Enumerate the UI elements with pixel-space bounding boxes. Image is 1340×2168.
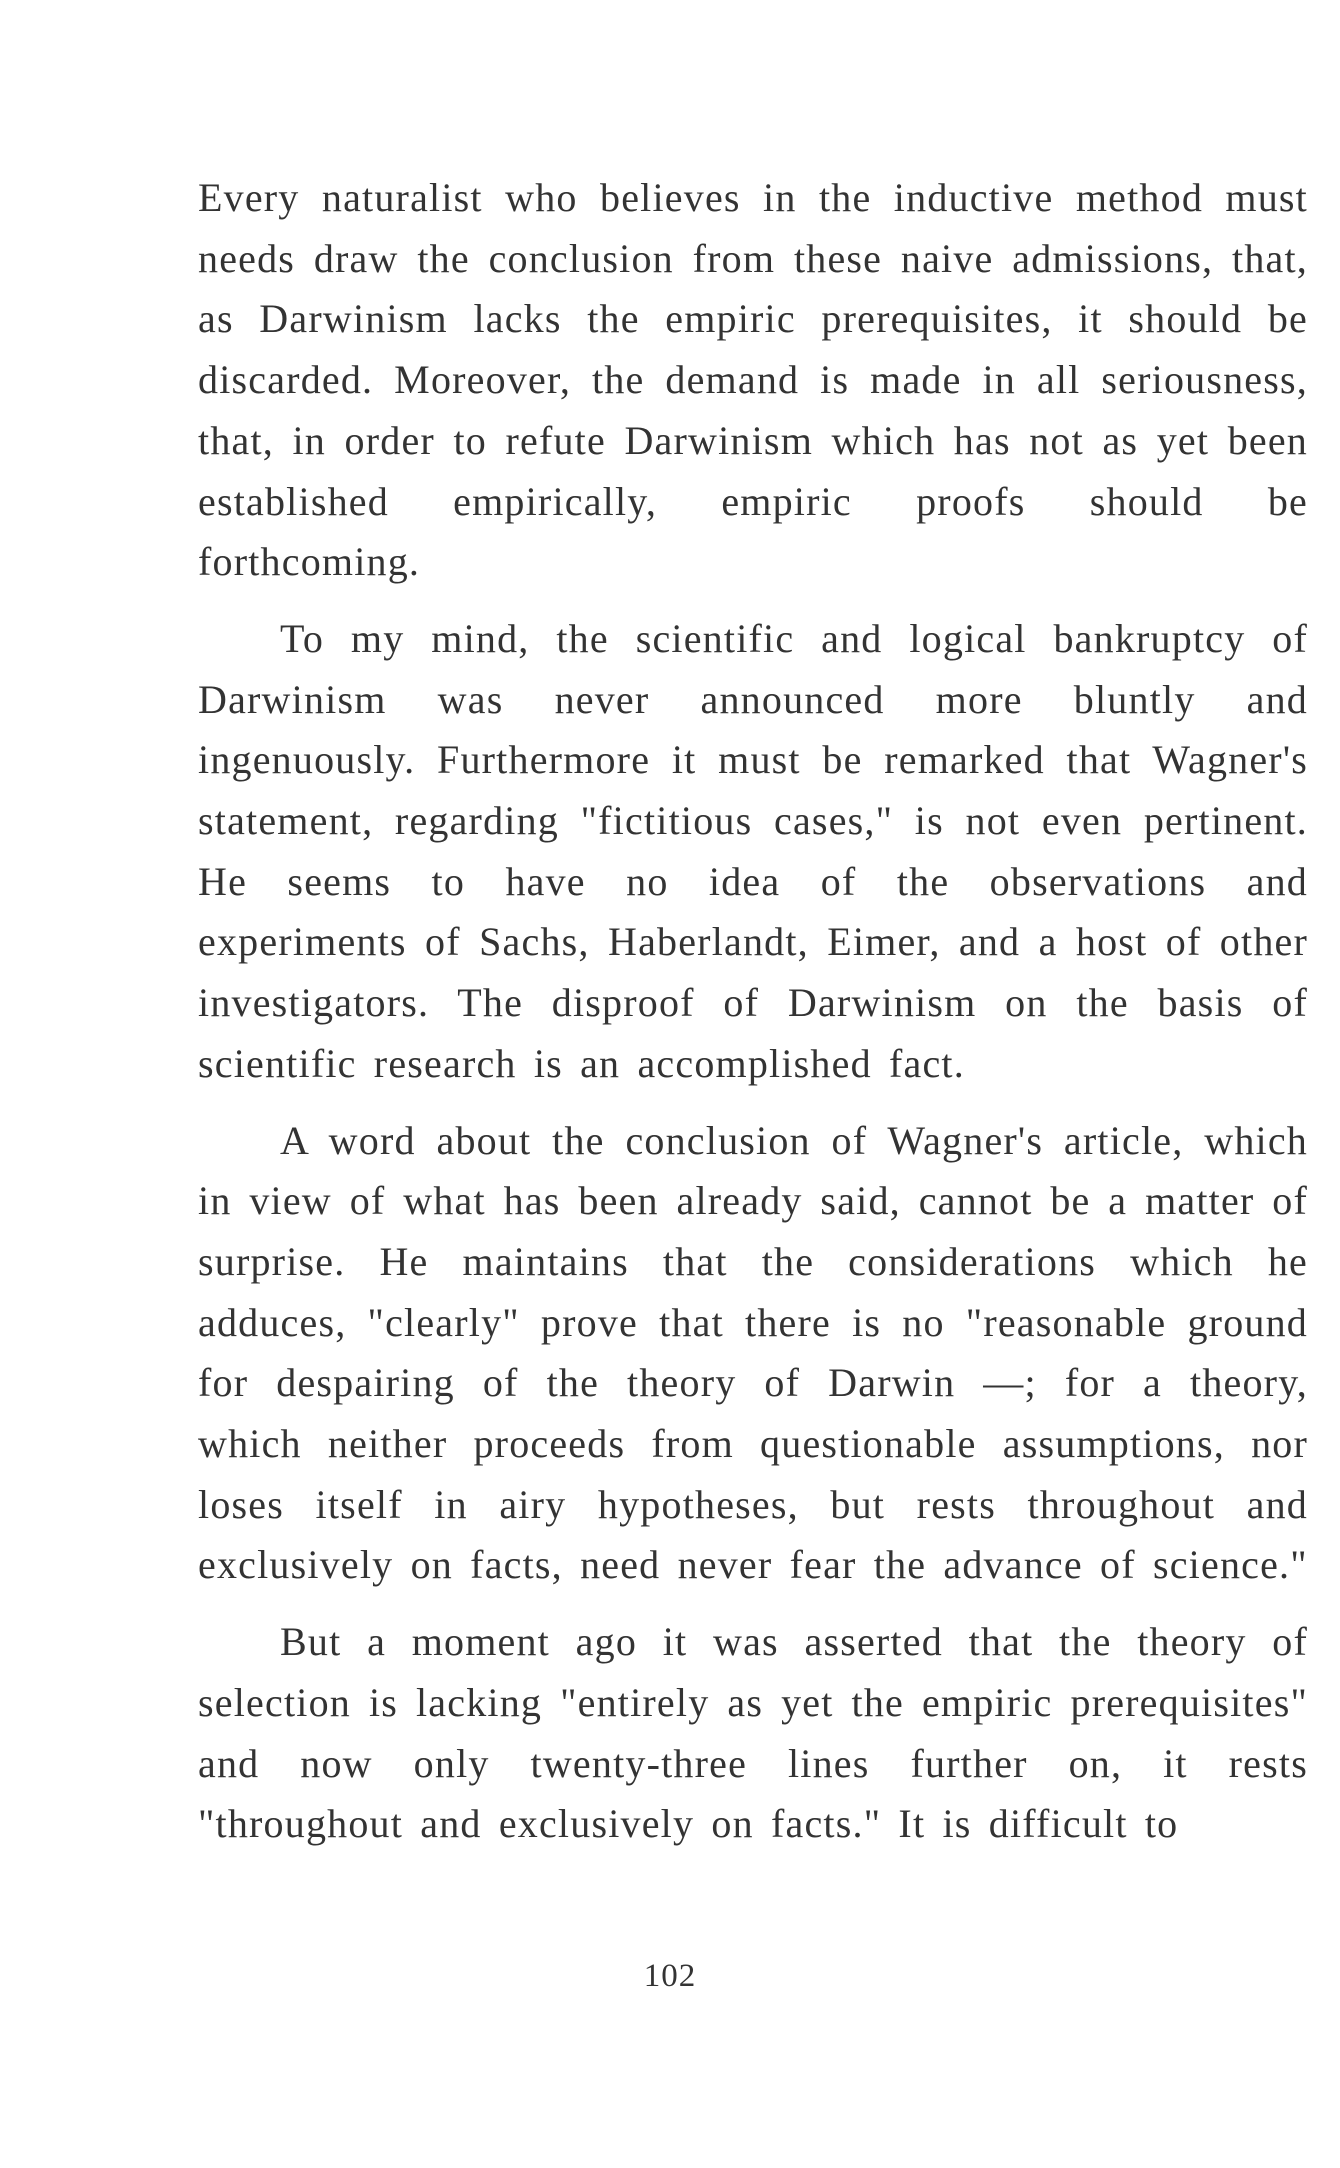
body-text	[198, 168, 1308, 1855]
paragraph-2: To my mind, the scientific and logical bankruptcy of Darwinism was never announced more bluntly and ingenuously. Furthermore it must be remarked that Wagner's statement, regarding "fictitious cases," is not even pertinent. He seems to have no idea of the observations and experiments of Sachs, Haberlandt, Eimer, and a host of other investigators. The disproof of Darwinism on the basis of scientific research is an accomplished fact.	[198, 615, 1308, 1086]
paragraph-1: Every naturalist who believes in the inductive method must needs draw the conclusion from these naive admissions, that, as Darwinism lacks the empiric prerequisites, it should be discarded. Moreover, the demand is made in all seriousness, that, in order to refute Darwinism which has not as yet been established empirically, empiric proofs should be forthcoming.	[198, 175, 1308, 585]
paragraph-3: A word about the conclusion of Wagner's article, which in view of what has been already said, cannot be a matter of surprise. He maintains that the considerations which he adduces, "clearly" prove that there is no "reasonable ground for despairing of the theory of Darwin —; for a theory, which neither proceeds from questionable assumptions, nor loses itself in airy hypotheses, but rests throughout and exclusively on facts, need never fear the advance of science."	[198, 1117, 1308, 1588]
paragraph-4: But a moment ago it was asserted that the theory of selection is lacking "entirely as yet the empiric prerequisites" and now only twenty-three lines further on, it rests "throughout and exclusively on facts." It is difficult to	[198, 1619, 1308, 1847]
page-number: 102	[643, 1958, 697, 1994]
